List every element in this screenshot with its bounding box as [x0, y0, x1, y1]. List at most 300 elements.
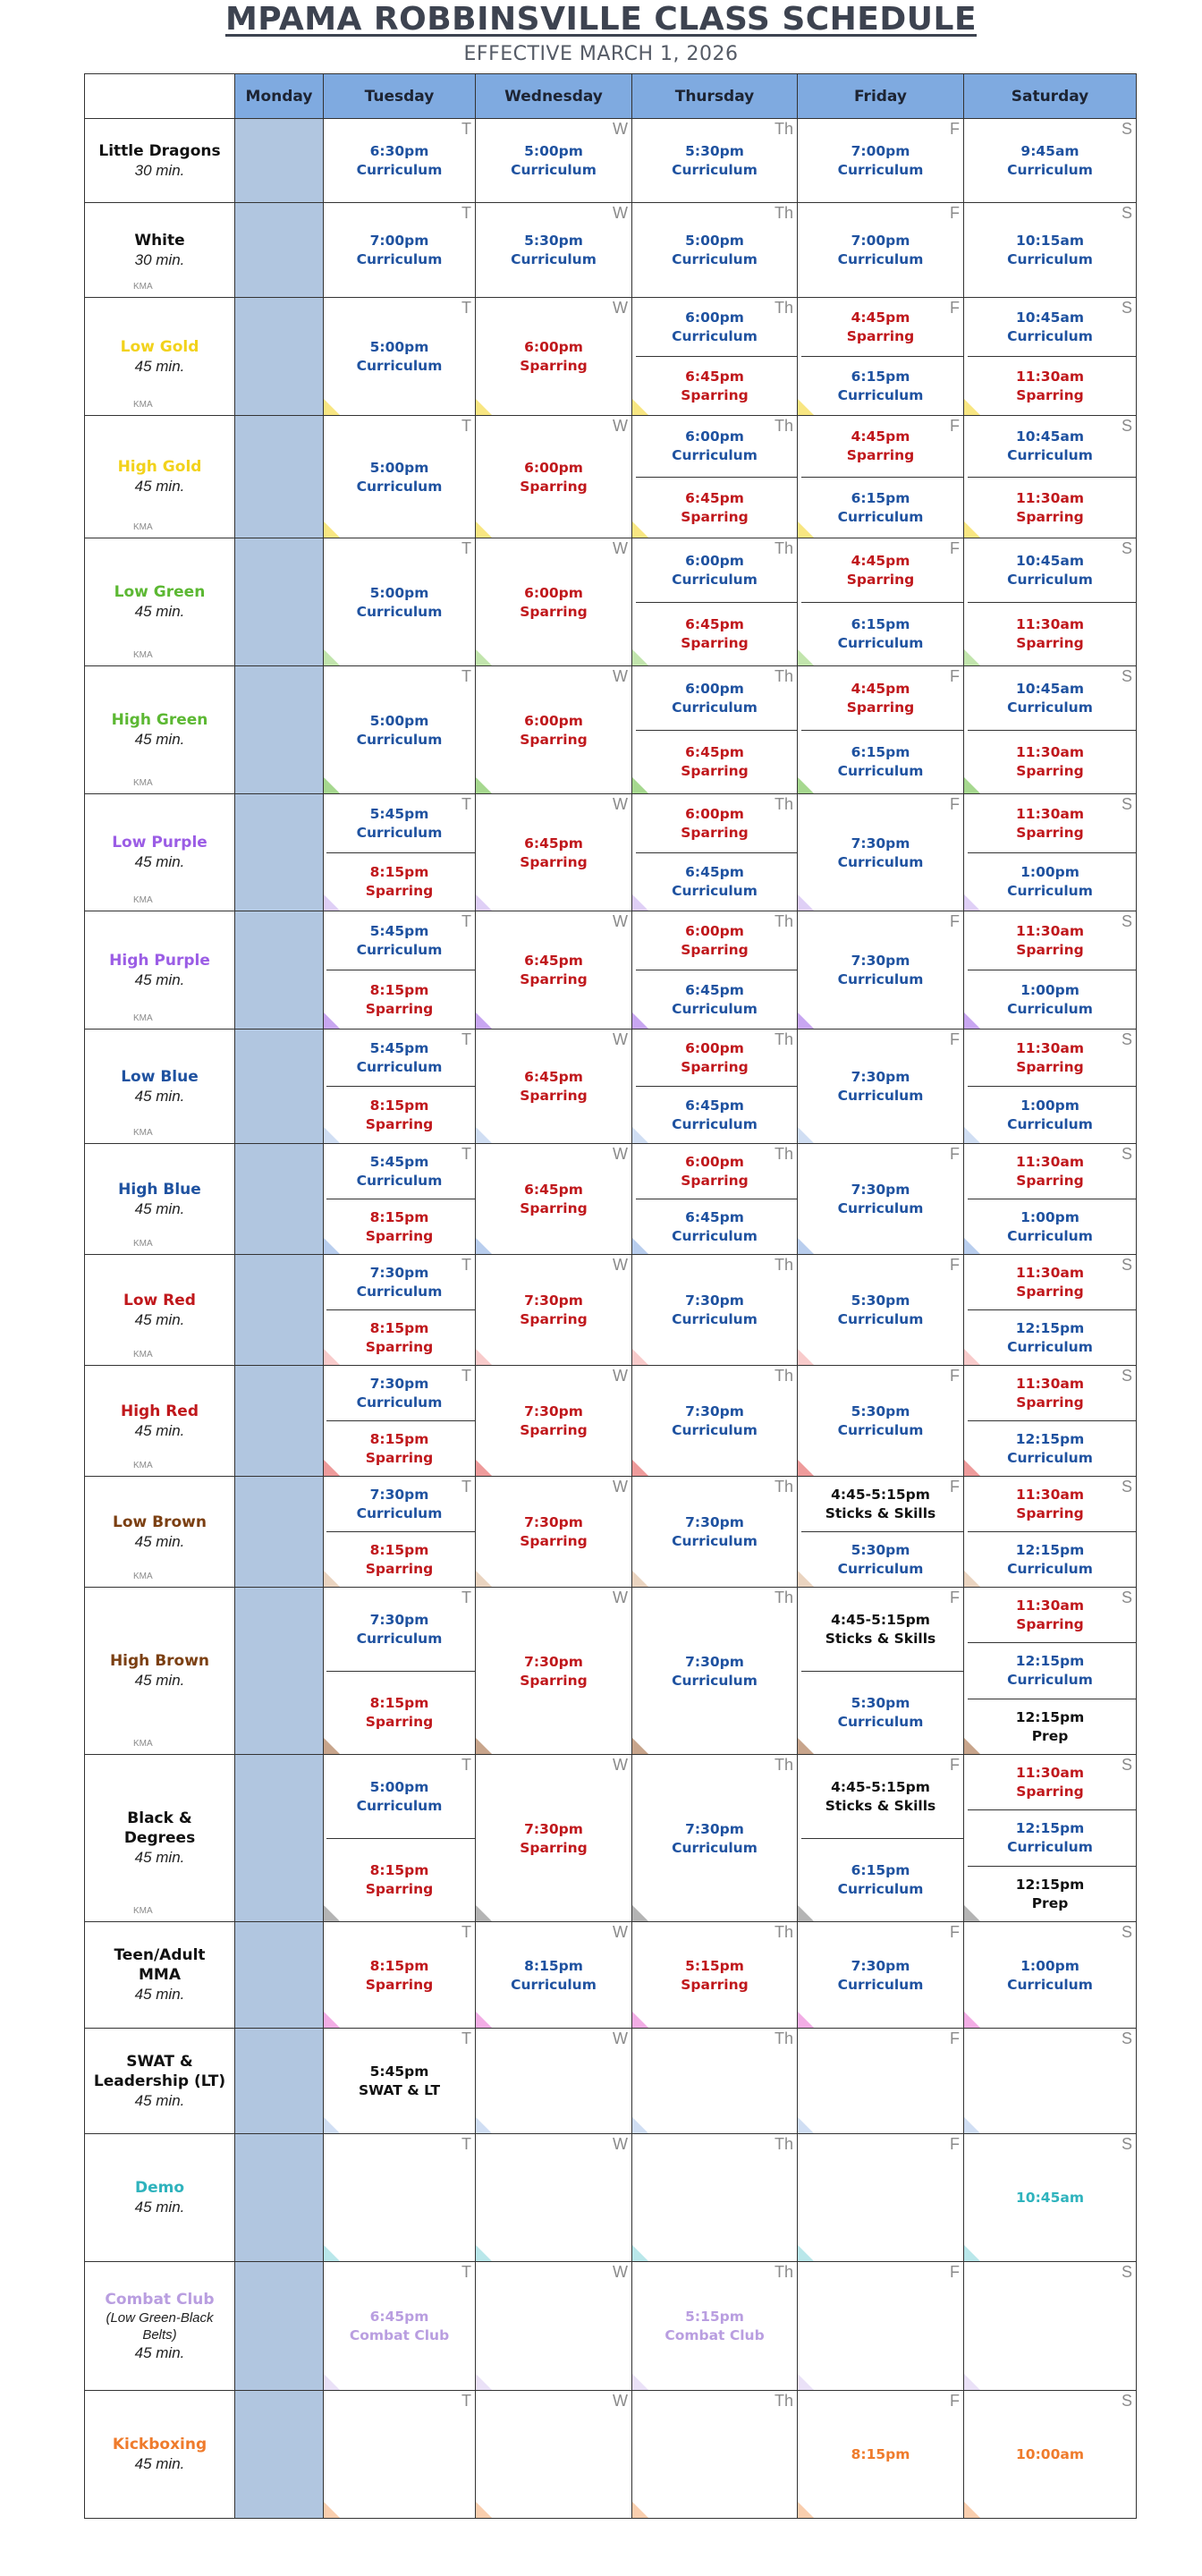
schedule-cell-friday [798, 1922, 964, 2029]
schedule-cell-tuesday [324, 666, 476, 794]
class-name-cell [85, 1366, 235, 1477]
session-time: 6:45pm [524, 1182, 583, 1198]
session-label: Curriculum [672, 1533, 758, 1549]
session-time: 5:00pm [685, 233, 744, 249]
day-letter: F [950, 2029, 960, 2047]
session [324, 970, 475, 1030]
session-label: Sparring [520, 971, 588, 987]
schedule-cell-tuesday [324, 1588, 476, 1755]
day-letter: S [1121, 417, 1132, 435]
session-label: Curriculum [837, 635, 924, 652]
class-duration: 30 min. [134, 161, 185, 179]
session-label: Sparring [846, 447, 915, 464]
schedule-cell-wednesday [476, 538, 632, 666]
session [324, 298, 475, 416]
schedule-cell-friday [798, 2029, 964, 2134]
session-time: 5:00pm [369, 459, 429, 476]
session-time: 7:30pm [851, 1069, 910, 1085]
class-name-cell [85, 1030, 235, 1144]
session-time: 8:15pm [851, 2446, 910, 2462]
session-time: 6:15pm [851, 1862, 910, 1879]
day-letter: W [613, 1923, 628, 1941]
schedule-cell-saturday [964, 1477, 1137, 1588]
session-label: Sparring [1016, 1059, 1084, 1075]
schedule-cell-wednesday [476, 1755, 632, 1922]
session-label: Curriculum [672, 447, 758, 464]
session-time: 4:45pm [851, 680, 910, 697]
schedule-cell-friday [798, 1755, 964, 1922]
class-duration: 45 min. [134, 603, 185, 620]
session [964, 478, 1136, 539]
day-letter: W [613, 120, 628, 138]
session-time: 12:15pm [1015, 1431, 1085, 1447]
session [964, 1366, 1136, 1421]
session-label: Sparring [1016, 942, 1084, 958]
schedule-cell-wednesday [476, 2262, 632, 2391]
session-time: 4:45-5:15pm [831, 1611, 930, 1628]
session-time: 11:30am [1016, 369, 1084, 385]
day-letter: W [613, 795, 628, 813]
session [798, 1477, 963, 1532]
monday-cell [235, 1030, 324, 1144]
session-label: Curriculum [837, 1714, 924, 1731]
session-label: Sparring [365, 1561, 434, 1577]
session-label: Sparring [681, 1059, 749, 1075]
session [632, 853, 797, 912]
day-letter: F [950, 417, 960, 435]
session [964, 1867, 1136, 1922]
session [632, 1087, 797, 1144]
schedule-cell-thursday [632, 538, 798, 666]
session-time: 5:45pm [369, 1040, 429, 1056]
day-letter: F [950, 667, 960, 685]
session-time: 6:45pm [685, 982, 744, 998]
session-divider [326, 1531, 476, 1532]
schedule-cell-tuesday [324, 203, 476, 298]
class-name-white: White [134, 231, 185, 250]
session-label: Curriculum [356, 731, 443, 748]
session [798, 1255, 963, 1366]
session-label: Sparring [520, 478, 588, 495]
session-time: 5:00pm [369, 339, 429, 355]
session-label: Sparring [365, 1228, 434, 1244]
schedule-cell-thursday [632, 2029, 798, 2134]
session-time: 5:30pm [851, 1403, 910, 1419]
session-label: Sparring [681, 763, 749, 780]
schedule-cell-tuesday [324, 2029, 476, 2134]
session-time: 6:45pm [685, 744, 744, 761]
session [798, 538, 963, 603]
session-label: Sparring [1016, 635, 1084, 652]
day-letter: Th [774, 795, 793, 813]
session-time: 5:30pm [685, 143, 744, 159]
session-label: Curriculum [1007, 447, 1093, 464]
schedule-cell-thursday [632, 416, 798, 538]
day-letter: F [950, 1145, 960, 1163]
session [632, 1588, 797, 1755]
day-letter: T [461, 417, 471, 435]
session-label: Curriculum [837, 1200, 924, 1216]
day-letter: W [613, 1030, 628, 1048]
class-name-cell [85, 119, 235, 203]
session [324, 1755, 475, 1839]
session-label: Curriculum [511, 251, 597, 267]
session-divider [636, 730, 798, 731]
session-time: 8:15pm [369, 1957, 429, 1974]
class-duration: 45 min. [134, 2091, 185, 2109]
session [798, 119, 963, 203]
schedule-cell-saturday [964, 2262, 1137, 2391]
class-name-cell [85, 298, 235, 416]
day-letter: Th [774, 120, 793, 138]
belt-color-corner [324, 2245, 340, 2261]
session-label: Sparring [365, 883, 434, 900]
monday-cell [235, 1922, 324, 2029]
session [964, 1087, 1136, 1144]
session-time: 6:00pm [685, 805, 744, 822]
session-divider [326, 852, 476, 853]
day-letter: W [613, 1367, 628, 1385]
schedule-cell-tuesday [324, 1366, 476, 1477]
session-divider [801, 356, 964, 357]
session [798, 416, 963, 478]
session [798, 1366, 963, 1477]
day-letter: S [1121, 1145, 1132, 1163]
day-letter: S [1121, 2135, 1132, 2153]
session-label: Curriculum [837, 1561, 924, 1577]
session-label: Sparring [1016, 387, 1084, 403]
day-letter: T [461, 1145, 471, 1163]
session [964, 731, 1136, 795]
session-time: 9:45am [1020, 143, 1079, 159]
class-name-cell [85, 1255, 235, 1366]
session-label: Sparring [520, 1200, 588, 1216]
monday-cell [235, 1255, 324, 1366]
session-time: 7:30pm [369, 1487, 429, 1503]
session [476, 1477, 631, 1588]
day-letter: Th [774, 2392, 793, 2410]
session-divider [968, 1420, 1137, 1421]
schedule-cell-thursday [632, 1255, 798, 1366]
class-name-teen-adult-mma: Teen/Adult MMA [114, 1946, 206, 1984]
session-time: 6:00pm [685, 680, 744, 697]
session-label: Curriculum [1007, 1561, 1093, 1577]
session [324, 911, 475, 970]
schedule-cell-saturday [964, 416, 1137, 538]
session-label: Curriculum [511, 162, 597, 178]
session-time: 12:15pm [1015, 1708, 1085, 1725]
session-label: Curriculum [672, 883, 758, 900]
session-time: 6:45pm [685, 616, 744, 633]
session [632, 1755, 797, 1922]
monday-cell [235, 1144, 324, 1255]
schedule-cell-thursday [632, 1922, 798, 2029]
session-divider [968, 1866, 1137, 1867]
session-label: Curriculum [1007, 328, 1093, 344]
day-letter: W [613, 204, 628, 222]
session-label: Sparring [681, 1976, 749, 1993]
session-divider [636, 477, 798, 478]
day-letter: S [1121, 539, 1132, 557]
session [632, 666, 797, 731]
schedule-cell-tuesday [324, 911, 476, 1030]
session-time: 4:45-5:15pm [831, 1778, 930, 1795]
page-title: MPAMA ROBBINSVILLE CLASS SCHEDULE [224, 1, 978, 38]
session-time: 6:45pm [524, 1069, 583, 1085]
session-time: 4:45pm [851, 309, 910, 326]
day-letter: T [461, 2263, 471, 2281]
session-label: Curriculum [356, 358, 443, 374]
belt-color-corner [964, 2374, 980, 2390]
schedule-cell-saturday [964, 298, 1137, 416]
session-time: 10:45am [1016, 680, 1084, 697]
monday-cell [235, 1588, 324, 1755]
session-time: 12:15pm [1015, 1542, 1085, 1558]
belt-color-corner [798, 2245, 814, 2261]
session-time: 7:30pm [851, 1182, 910, 1198]
monday-cell [235, 911, 324, 1030]
session-time: 4:45pm [851, 552, 910, 569]
kma-label: KMA [133, 1461, 153, 1470]
session-divider [968, 852, 1137, 853]
class-name-little-dragons: Little Dragons [98, 141, 221, 160]
session-time: 1:00pm [1020, 1957, 1079, 1974]
day-letter: Th [774, 2135, 793, 2153]
session-time: 4:45-5:15pm [831, 1487, 930, 1503]
session-time: 5:45pm [369, 805, 429, 822]
schedule-cell-friday [798, 1366, 964, 1477]
session-label: Curriculum [356, 162, 443, 178]
session [324, 1588, 475, 1672]
session-label: Sparring [365, 1976, 434, 1993]
day-letter: F [950, 1589, 960, 1606]
day-letter: T [461, 2392, 471, 2410]
session-time: 8:15pm [369, 1209, 429, 1225]
session [324, 853, 475, 912]
session-time: 10:45am [1016, 552, 1084, 569]
session-time: 6:45pm [685, 489, 744, 506]
session-time: 10:45am [1016, 428, 1084, 445]
day-letter: W [613, 539, 628, 557]
belt-color-corner [324, 2502, 340, 2518]
schedule-cell-friday [798, 1144, 964, 1255]
session-divider [801, 477, 964, 478]
day-letter: Th [774, 1923, 793, 1941]
session-label: Curriculum [672, 1311, 758, 1327]
schedule-cell-wednesday [476, 416, 632, 538]
session-divider [636, 356, 798, 357]
session [798, 1755, 963, 1839]
session-time: 7:30pm [369, 1611, 429, 1628]
session-time: 7:00pm [851, 233, 910, 249]
class-name-low-blue: Low Blue [121, 1067, 199, 1086]
schedule-cell-tuesday [324, 538, 476, 666]
session-time: 7:30pm [685, 1514, 744, 1530]
class-name-high-green: High Green [111, 711, 208, 729]
class-name-cell [85, 538, 235, 666]
session [964, 1421, 1136, 1477]
day-letter: Th [774, 204, 793, 222]
session [324, 1030, 475, 1087]
day-letter: S [1121, 795, 1132, 813]
monday-cell [235, 203, 324, 298]
class-name-high-red: High Red [120, 1402, 199, 1420]
day-letter: W [613, 299, 628, 317]
session-time: 5:30pm [851, 1542, 910, 1558]
session-label: Sparring [520, 853, 588, 870]
schedule-cell-wednesday [476, 1477, 632, 1588]
session-time: 7:30pm [369, 1376, 429, 1392]
session-time: 8:15pm [524, 1957, 583, 1974]
session-time: 7:30pm [524, 1403, 583, 1419]
schedule-cell-wednesday [476, 119, 632, 203]
session [324, 1255, 475, 1310]
schedule-cell-saturday [964, 666, 1137, 794]
session-label: Sparring [1016, 508, 1084, 525]
session-time: 6:45pm [685, 1097, 744, 1114]
session-label: Sparring [846, 328, 915, 344]
class-name-cell [85, 2391, 235, 2519]
monday-cell [235, 1366, 324, 1477]
session [798, 1839, 963, 1923]
session-label: Curriculum [1007, 1116, 1093, 1132]
day-letter: F [950, 299, 960, 317]
class-name-high-gold: High Gold [117, 458, 202, 476]
session-time: 10:45am [1016, 2190, 1084, 2206]
session-label: Curriculum [837, 971, 924, 987]
belt-color-corner [632, 2502, 648, 2518]
session-time: 8:15pm [369, 1695, 429, 1712]
session-time: 7:30pm [685, 1292, 744, 1309]
class-duration: 45 min. [134, 2455, 185, 2472]
day-letter: F [950, 1756, 960, 1774]
session-time: 12:15pm [1015, 1653, 1085, 1670]
day-letter: T [461, 2029, 471, 2047]
session [964, 794, 1136, 853]
session [324, 1532, 475, 1588]
session-label: Sparring [681, 824, 749, 841]
session-time: 7:30pm [524, 1653, 583, 1670]
session-divider [801, 602, 964, 603]
session-time: 1:00pm [1020, 1209, 1079, 1225]
session [324, 538, 475, 666]
session-label: Sparring [681, 635, 749, 652]
schedule-cell-friday [798, 2134, 964, 2262]
session [324, 1672, 475, 1756]
day-letter: F [950, 2392, 960, 2410]
day-letter: F [950, 1478, 960, 1496]
session-time: 5:00pm [524, 143, 583, 159]
session-label: Sparring [681, 508, 749, 525]
day-letter: Th [774, 1478, 793, 1496]
session-label: Sparring [1016, 1505, 1084, 1521]
session [324, 2262, 475, 2391]
schedule-cell-saturday [964, 538, 1137, 666]
day-letter: T [461, 1756, 471, 1774]
session-time: 6:45pm [524, 835, 583, 852]
belt-color-corner [632, 2245, 648, 2261]
monday-cell [235, 2134, 324, 2262]
session-time: 5:45pm [369, 923, 429, 939]
session-label: Curriculum [672, 251, 758, 267]
class-name-cell [85, 203, 235, 298]
session-label: Sparring [681, 1173, 749, 1189]
schedule-cell-saturday [964, 203, 1137, 298]
session [798, 1672, 963, 1756]
session [964, 1922, 1136, 2029]
monday-cell [235, 2391, 324, 2519]
session-divider [326, 1420, 476, 1421]
day-letter: W [613, 1756, 628, 1774]
session-divider [968, 1809, 1137, 1810]
kma-label: KMA [133, 1739, 153, 1749]
session-label: Combat Club [349, 2327, 450, 2343]
class-name-cell [85, 794, 235, 911]
session-label: Curriculum [672, 1422, 758, 1438]
session-time: 7:30pm [524, 1514, 583, 1530]
session-label: Curriculum [837, 1088, 924, 1104]
class-name-cell [85, 2029, 235, 2134]
session-label: Curriculum [356, 603, 443, 620]
kma-label: KMA [133, 895, 153, 905]
class-name-combat-club: Combat Club [105, 2290, 215, 2309]
session-label: Sparring [365, 1339, 434, 1355]
monday-cell [235, 2029, 324, 2134]
session-time: 7:30pm [685, 1653, 744, 1670]
schedule-cell-thursday [632, 794, 798, 911]
session-time: 10:15am [1016, 233, 1084, 249]
session [324, 1839, 475, 1923]
session-time: 8:15pm [369, 982, 429, 998]
kma-label: KMA [133, 1572, 153, 1581]
session-divider [326, 1671, 476, 1672]
session-label: Curriculum [837, 1881, 924, 1898]
day-letter: T [461, 1256, 471, 1274]
session [798, 1030, 963, 1144]
day-letter: F [950, 1256, 960, 1274]
session-time: 5:00pm [369, 1778, 429, 1795]
session [964, 1810, 1136, 1866]
session [798, 1588, 963, 1672]
class-duration: 45 min. [134, 1421, 185, 1439]
session [476, 1922, 631, 2029]
session-time: 8:15pm [369, 1431, 429, 1447]
session [964, 1588, 1136, 1643]
session [476, 666, 631, 794]
day-letter: F [950, 2135, 960, 2153]
schedule-cell-tuesday [324, 1255, 476, 1366]
session-label: Curriculum [672, 571, 758, 588]
session-time: 5:45pm [369, 2063, 429, 2080]
session [798, 2391, 963, 2519]
kma-label: KMA [133, 1013, 153, 1023]
session-time: 8:15pm [369, 1862, 429, 1879]
session-time: 6:45pm [685, 1209, 744, 1225]
session-time: 8:15pm [369, 1542, 429, 1558]
session-time: 11:30am [1016, 923, 1084, 939]
schedule-cell-thursday [632, 2134, 798, 2262]
session-divider [968, 1086, 1137, 1087]
session [798, 603, 963, 667]
belt-color-corner [476, 2374, 492, 2390]
day-letter: S [1121, 1256, 1132, 1274]
schedule-cell-saturday [964, 1922, 1137, 2029]
day-letter: F [950, 204, 960, 222]
session-divider [801, 730, 964, 731]
schedule-cell-tuesday [324, 2134, 476, 2262]
day-header-friday: Friday [798, 74, 964, 119]
day-letter: W [613, 2135, 628, 2153]
